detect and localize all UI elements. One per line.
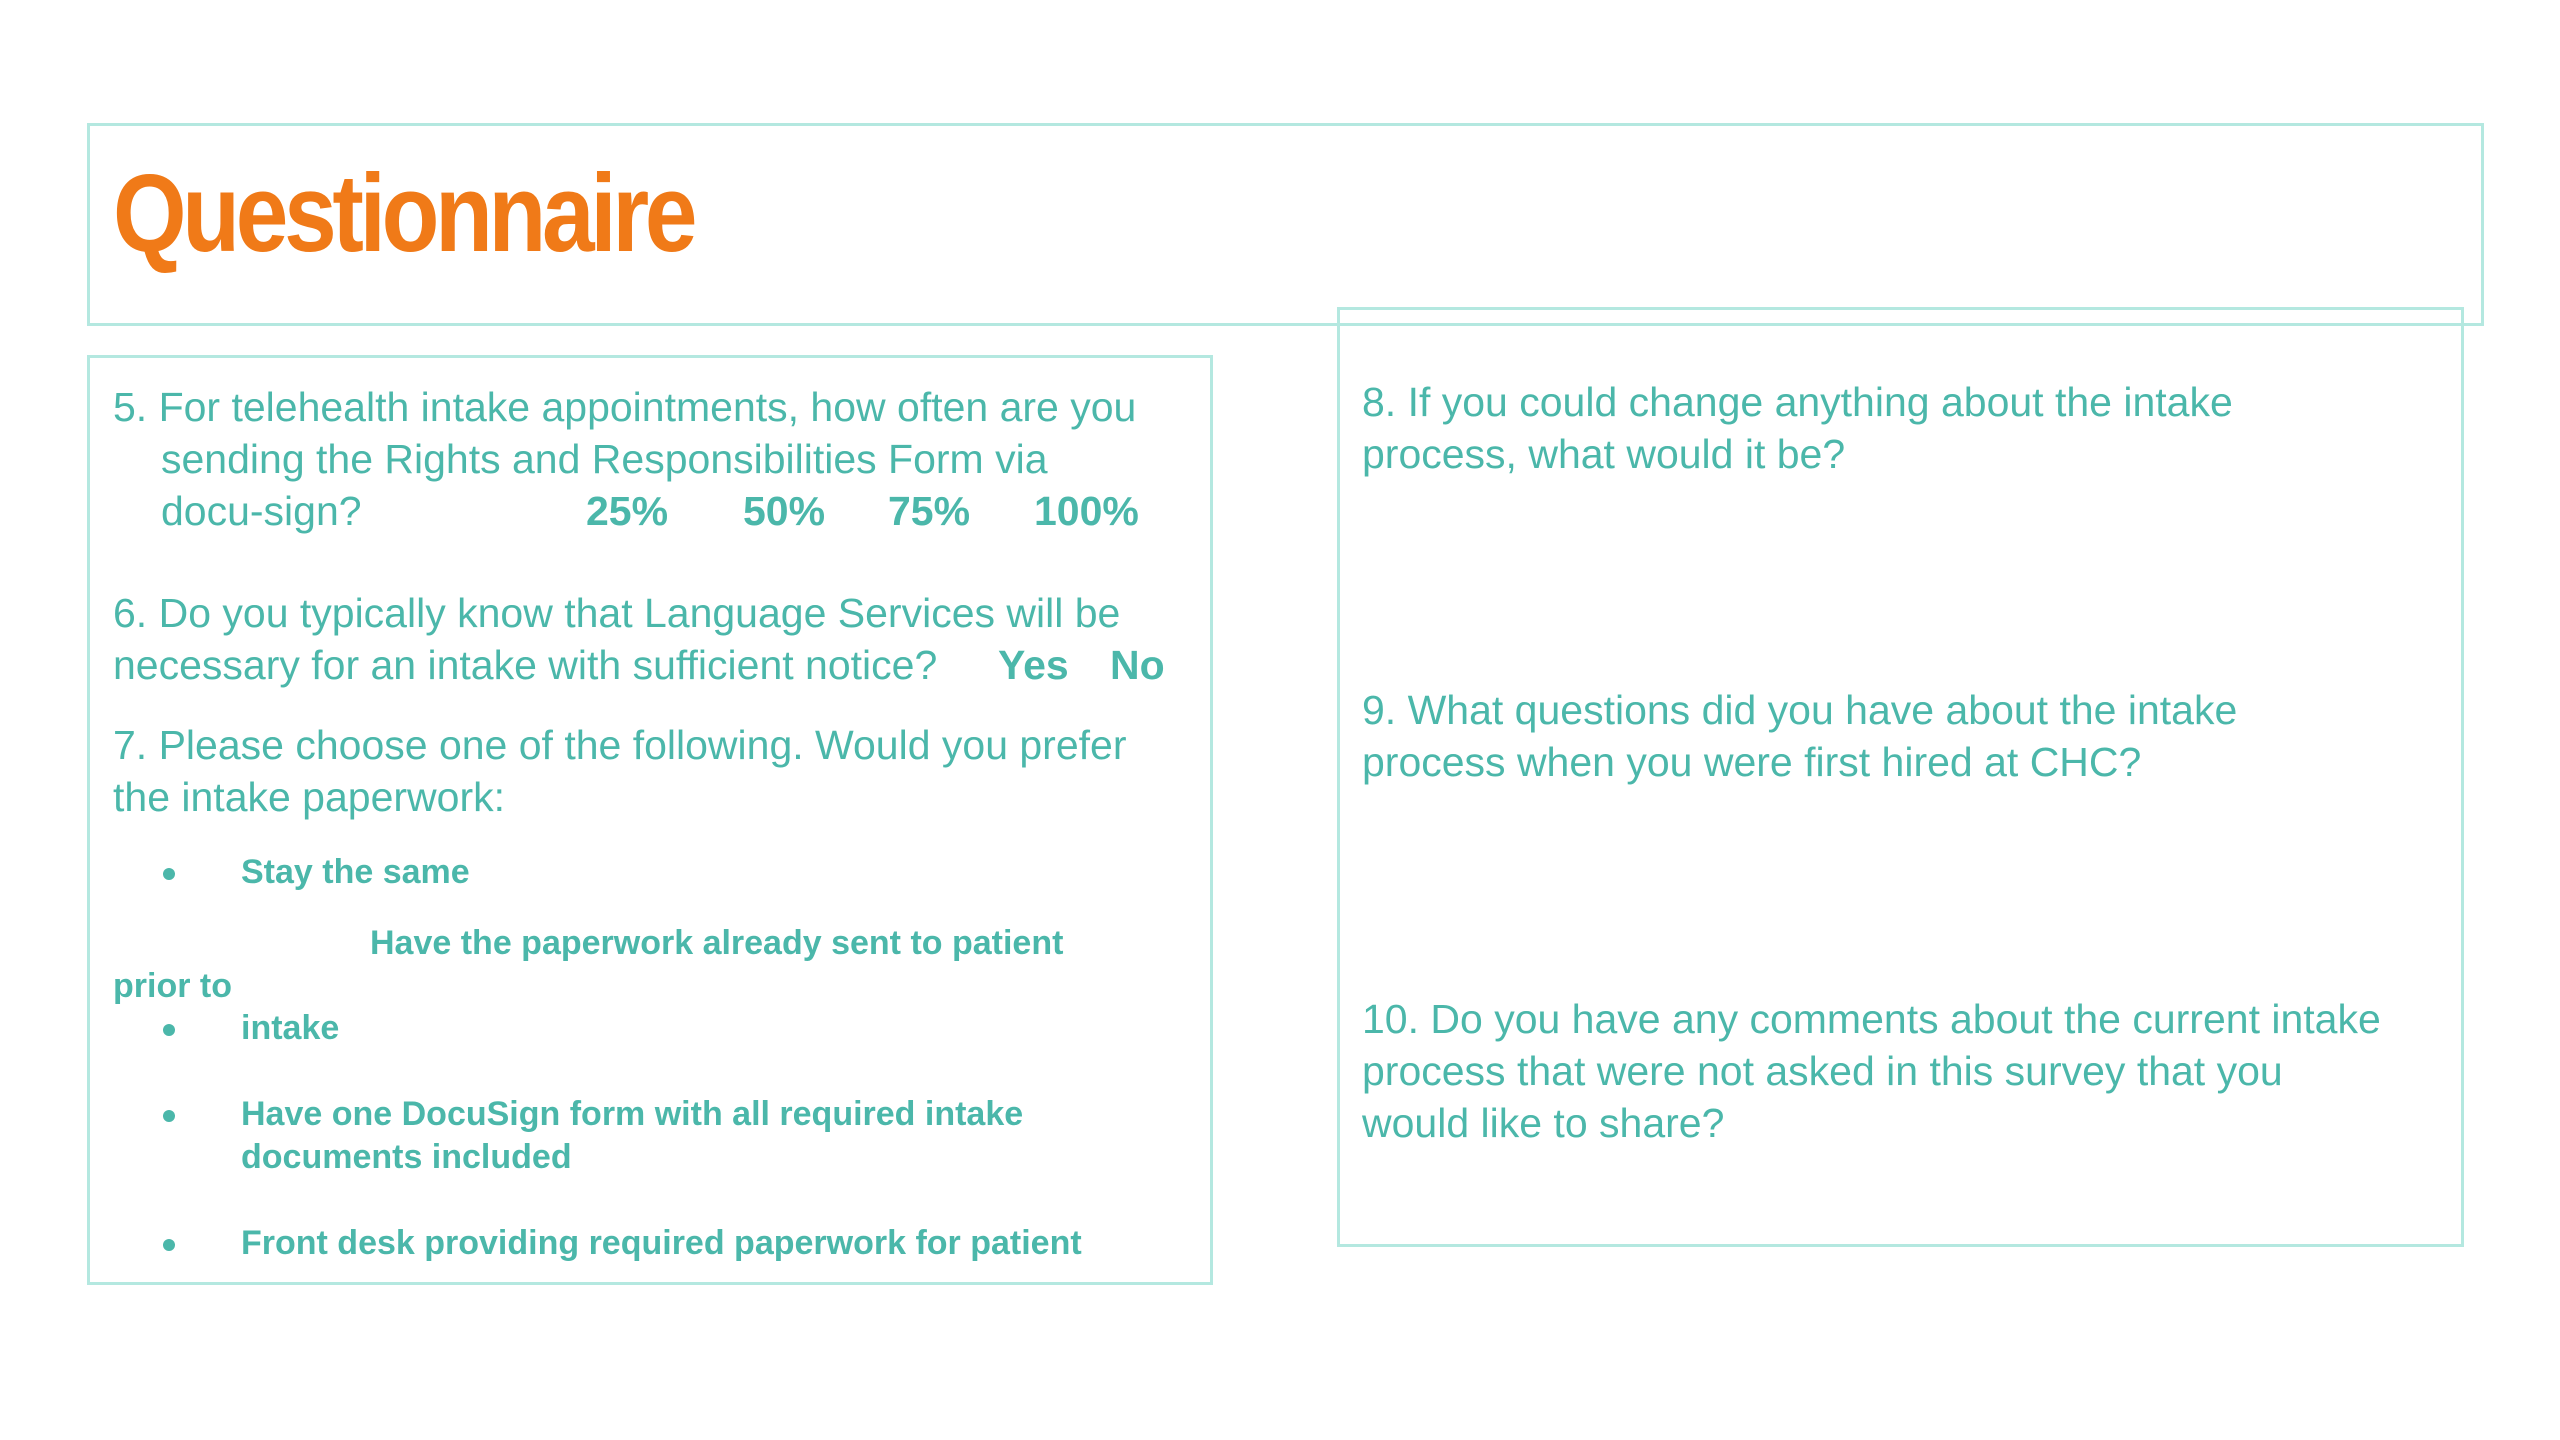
q10-line3: would like to share? (1362, 1100, 1725, 1146)
q7-line1: 7. Please choose one of the following. Would you prefer (113, 722, 1127, 768)
bullet-icon (163, 1024, 175, 1036)
page-title: Questionnaire (113, 152, 694, 275)
q10-line2: process that were not asked in this survey that you (1362, 1048, 2283, 1094)
q5-option-100: 100% (1034, 488, 1139, 534)
q8-line2: process, what would it be? (1362, 431, 1846, 477)
q6-option-no: No (1110, 642, 1165, 688)
q7-option-sent-line1: Have the paperwork already sent to patient (370, 924, 1064, 962)
q8-line1: 8. If you could change anything about the intake (1362, 379, 2233, 425)
q7-line2: the intake paperwork: (113, 774, 506, 820)
q7-option-docusign-line1: Have one DocuSign form with all required intake (241, 1095, 1024, 1133)
q7-option-sent-line2: prior to (113, 967, 232, 1005)
q5-line1: 5. For telehealth intake appointments, how often are you (113, 384, 1137, 430)
q7-option-stay-same: Stay the same (241, 853, 470, 891)
q6-line2: necessary for an intake with sufficient notice? (113, 642, 938, 688)
q10-line1: 10. Do you have any comments about the current intake (1362, 996, 2381, 1042)
q9-line2: process when you were first hired at CHC? (1362, 739, 2142, 785)
bullet-icon (163, 1239, 175, 1251)
q6-option-yes: Yes (998, 642, 1069, 688)
q5-option-75: 75% (888, 488, 971, 534)
bullet-icon (163, 868, 175, 880)
q7-option-front-desk: Front desk providing required paperwork for patient (241, 1224, 1082, 1262)
q5-line3: docu-sign? (161, 488, 362, 534)
bullet-icon (163, 1110, 175, 1122)
q7-option-sent-line3: intake (241, 1009, 340, 1047)
q5-line2: sending the Rights and Responsibilities Form via (161, 436, 1048, 482)
q6-line1: 6. Do you typically know that Language Services will be (113, 590, 1121, 636)
q7-option-docusign-line2: documents included (241, 1138, 572, 1176)
q5-option-50: 50% (743, 488, 826, 534)
q9-line1: 9. What questions did you have about the intake (1362, 687, 2238, 733)
q5-option-25: 25% (586, 488, 669, 534)
